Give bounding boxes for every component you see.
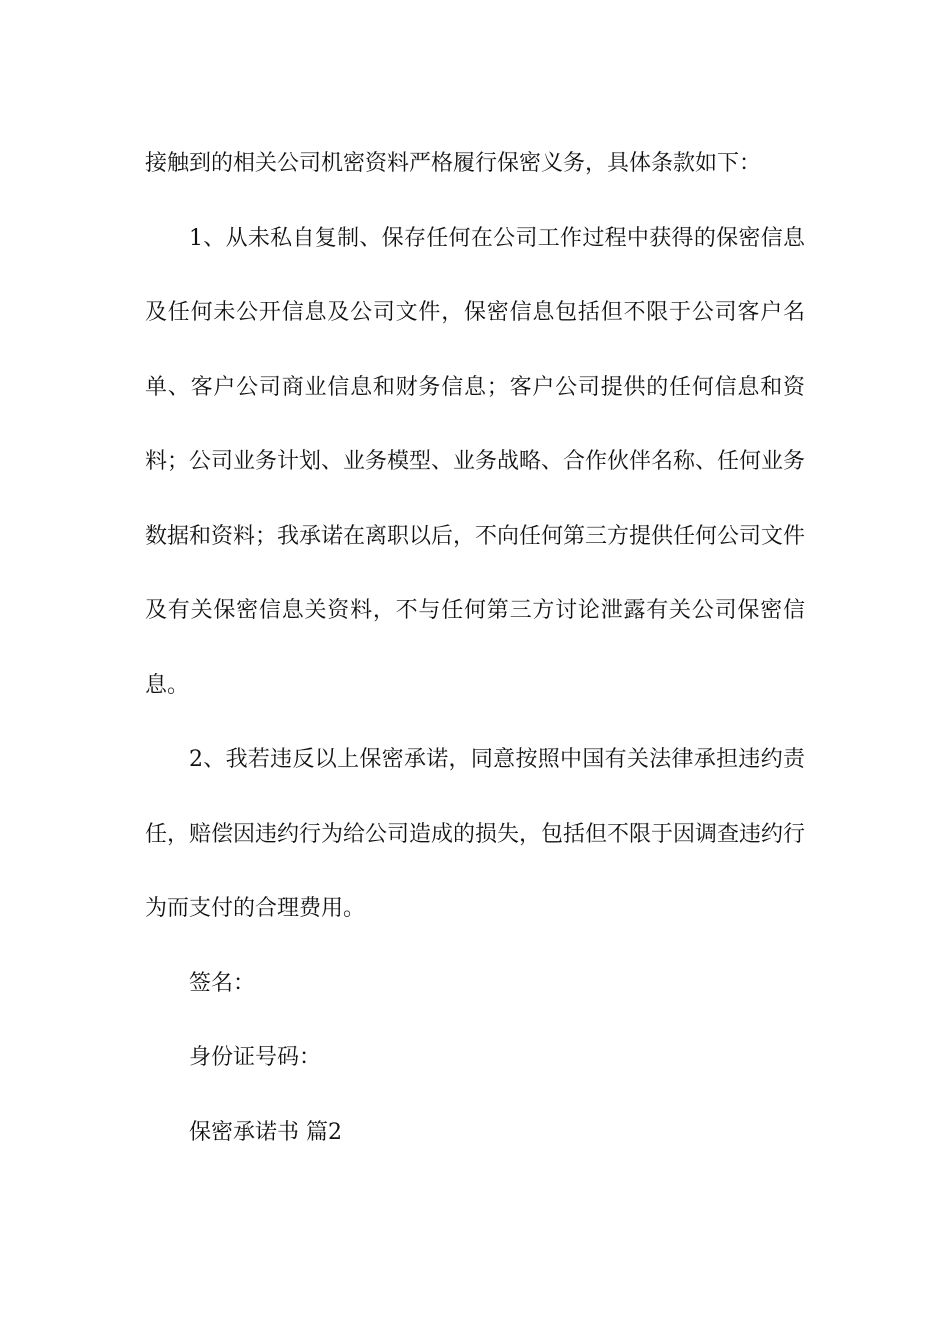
document-body [145,127,805,1170]
intro-paragraph: 接触到的相关公司机密资料严格履行保密义务，具体条款如下： [145,151,762,176]
id-number-label: 身份证号码： [189,1045,322,1070]
signature-label: 签名： [189,970,256,996]
clause-2-paragraph: 2、我若违反以上保密承诺，同意按照中国有关法律承担违约责任，赔偿因违约行为给公司造成的损失，包括但不限于因调查违约行为而支付的合理费用。 [145,747,806,921]
next-section-title: 保密承诺书 篇2 [189,1119,342,1145]
clause-1-paragraph: 1、从未私自复制、保存任何在公司工作过程中获得的保密信息及任何未公开信息及公司文件，保密信息包括但不限于公司客户名单、客户公司商业信息和财务信息；客户公司提供的任何信息和资料；公司业务计划、业务模型、业务战略、合作伙伴名称、任何业务数据和资料；我承诺在离职以后，不向任何第三方提供任何公司文件及有关保密信息关资料，不与任何第三方讨论泄露有关公司保密信息。 [145,225,806,698]
